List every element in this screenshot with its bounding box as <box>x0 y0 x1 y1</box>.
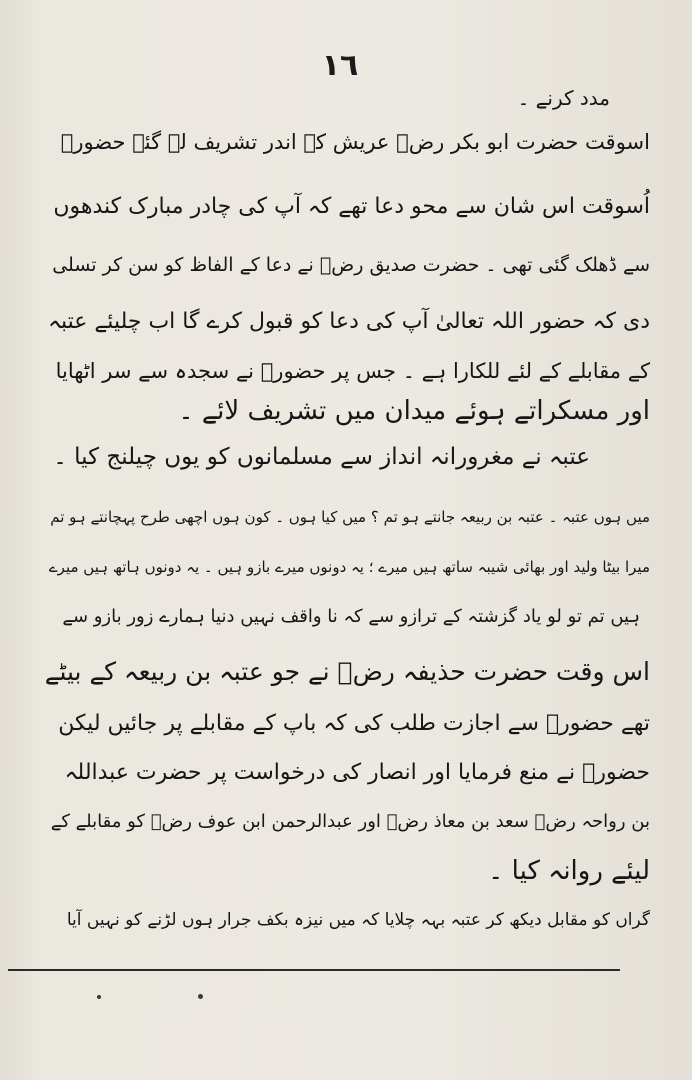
text-line: تھے حضورؐ سے اجازت طلب کی کہ باپ کے مقابلے پر جائیں لیکن <box>58 711 650 736</box>
text-line: اُسوقت اس شان سے محو دعا تھے کہ آپ کی چادر مبارک کندھوں <box>53 194 650 219</box>
text-line: سے ڈھلک گئی تھی ۔ حضرت صدیق رضؓ نے دعا کے الفاظ کو سن کر تسلی <box>52 254 650 276</box>
ink-speck <box>198 994 203 999</box>
text-line: گراں کو مقابل دیکھ کر عتبہ بہہ چلایا کہ میں نیزہ بکف جرار ہوں لڑنے کو نہیں آیا <box>66 910 650 930</box>
text-line: ہیں تم تو لو یاد گزشتہ کے ترازو سے کہ نا واقف نہیں دنیا ہمارے زور بازو سے <box>62 606 640 627</box>
text-line: دی کہ حضور اللہ تعالیٰ آپ کی دعا کو قبول کرے گا اب چلیئے عتبہ <box>48 309 650 334</box>
text-line: بن رواحہ رضؓ سعد بن معاذ رضؓ اور عبدالرحمن ابن عوف رضؓ کو مقابلے کے <box>50 811 650 832</box>
text-line: مدد کرنے ۔ <box>517 86 610 110</box>
text-line: حضورؐ نے منع فرمایا اور انصار کی درخواست پر حضرت عبداللہ <box>64 760 650 785</box>
text-line: میں ہوں عتبہ ۔ عتبہ بن ربیعہ جانتے ہو تم ؟ میں کیا ہوں ۔ کون ہوں اچھی طرح پہچانتے ہو تم <box>50 508 650 526</box>
text-line: عتبہ نے مغرورانہ انداز سے مسلمانوں کو یوں چیلنج کیا ۔ <box>53 444 590 470</box>
footer-rule <box>8 969 620 971</box>
text-line: اسوقت حضرت ابو بکر رضؓ عریش کے اندر تشریف لے گئے حضورؐ <box>60 130 650 154</box>
page-number: ١٦ <box>321 48 359 83</box>
ink-speck <box>97 995 101 999</box>
text-line: لیئے روانہ کیا ۔ <box>488 856 650 886</box>
text-line: اس وقت حضرت حذیفہ رضؓ نے جو عتبہ بن ربیعہ کے بیٹے <box>44 657 650 686</box>
text-line: اور مسکراتے ہوئے میدان میں تشریف لائے ۔ <box>178 396 650 426</box>
text-line: میرا بیٹا ولید اور بھائی شیبہ ساتھ ہیں میرے ؛ یہ دونوں میرے بازو ہیں ۔ یہ دونوں ہاتھ ہیں میرے <box>48 558 650 576</box>
text-line: کے مقابلے کے لئے للکارا ہے ۔ جس پر حضورؐ نے سجدہ سے سر اٹھایا <box>55 359 650 383</box>
